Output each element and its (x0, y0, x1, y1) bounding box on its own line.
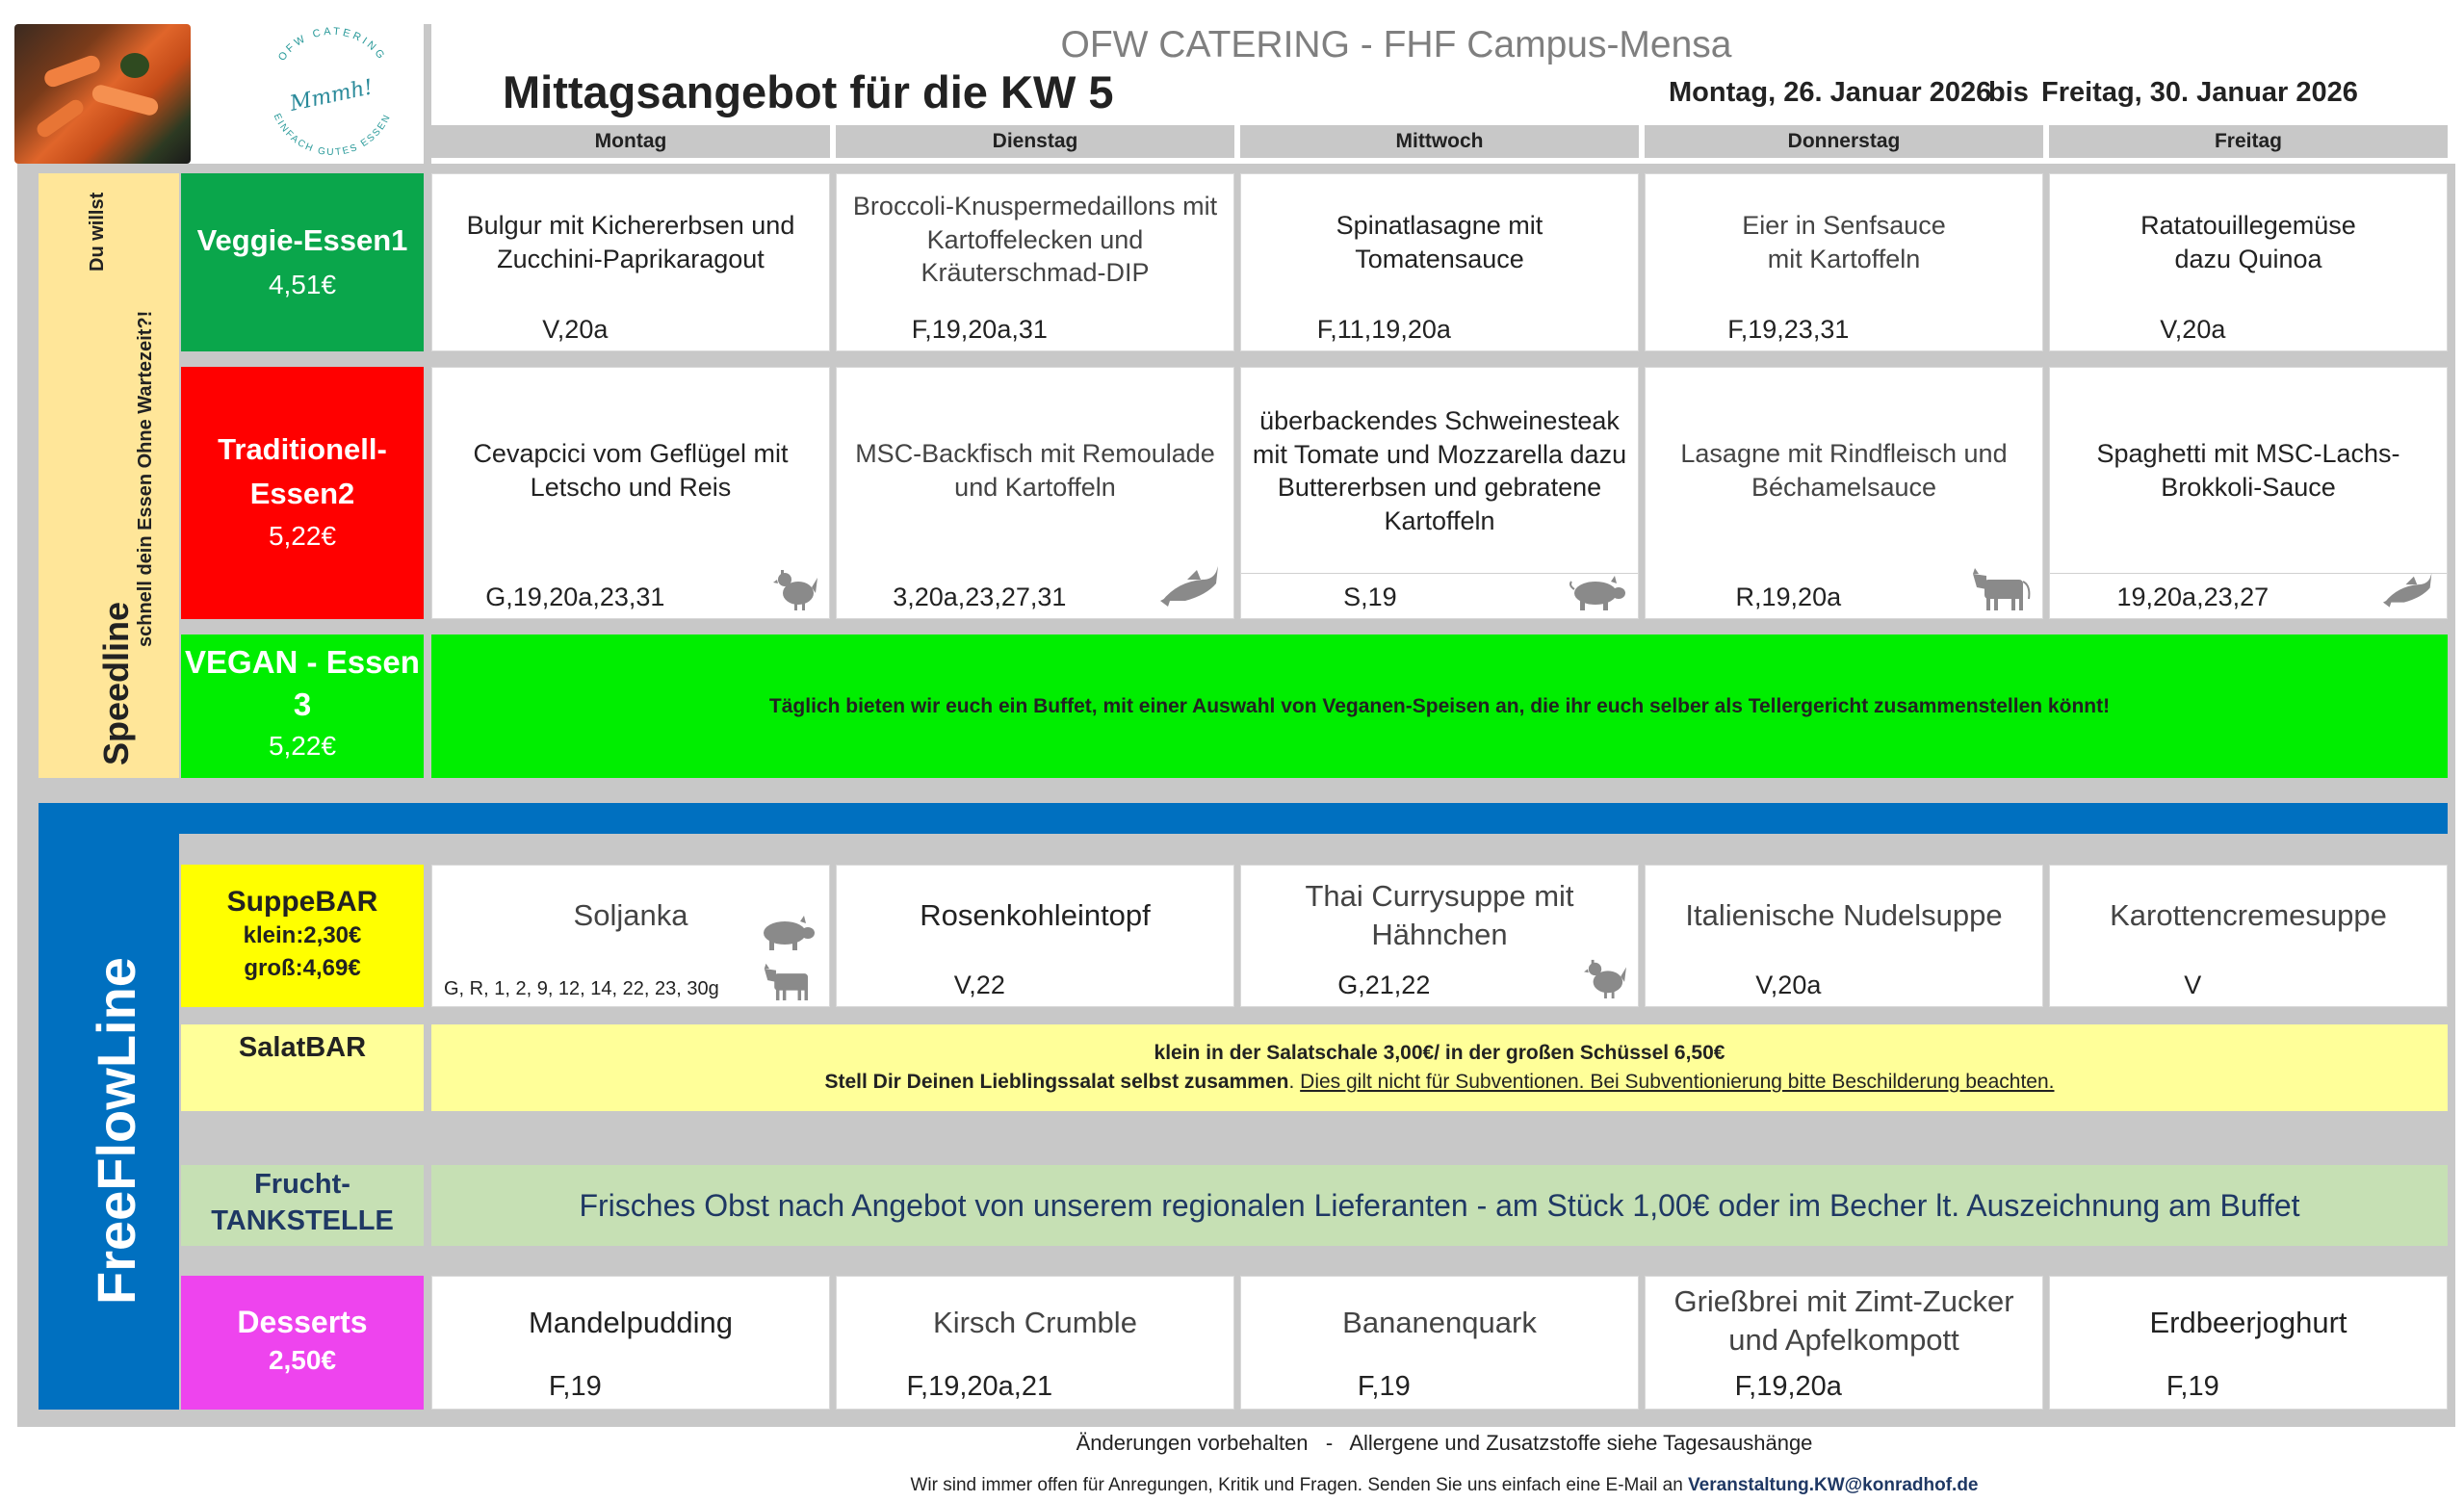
pig-icon (758, 916, 816, 950)
chicken-icon (773, 568, 817, 610)
chicken-icon (1584, 958, 1626, 998)
speedline-tagline-2: schnell dein Essen Ohne Wartezeit?! (135, 310, 156, 647)
cow-icon (1971, 566, 2031, 610)
dish-allergens: F,19 (548, 1371, 602, 1402)
footer-contact-text: Wir sind immer offen für Anregungen, Kritik und Fragen. Senden Sie uns einfach eine E-Mail an (910, 1475, 1689, 1495)
day-header-donnerstag: Donnerstag (1645, 125, 2043, 158)
date-to: Freitag, 30. Januar 2026 (2041, 77, 2358, 108)
dessert-dish-montag (431, 1276, 830, 1410)
company-name: OFW CATERING - FHF Campus-Mensa (1060, 24, 1732, 65)
traditional-dish-dienstag (836, 367, 1234, 619)
dish-name: Lasagne mit Rindfleisch und Béchamelsauce (1680, 439, 2008, 502)
dish-name: Thai Currysuppe mit Hähnchen (1305, 879, 1574, 951)
dish-name: Karottencremesuppe (2110, 898, 2387, 932)
category-traditional (181, 367, 424, 619)
dish-allergens: F,19 (1357, 1371, 1411, 1402)
soup-dish-mittwoch (1240, 865, 1639, 1007)
dish-allergens: F,19,20a,21 (906, 1371, 1053, 1402)
dish-name: Broccoli-Knuspermedaillons mit Kartoffelecken und Kräuterschmad-DIP (852, 192, 1218, 288)
dessert-dish-freitag (2049, 1276, 2448, 1410)
veggie-dish-dienstag (836, 173, 1234, 351)
dish-allergens: 19,20a,23,27 (2116, 583, 2269, 611)
speedline-tagline-1: Du willst (87, 192, 108, 272)
category-soup-name: SuppeBAR (226, 886, 378, 918)
category-vegan (181, 634, 424, 778)
dish-allergens: R,19,20a (1735, 583, 1842, 611)
category-dessert-price: 2,50€ (268, 1345, 337, 1375)
food-photo (14, 24, 191, 164)
freeflow-label: FreeFlowLine (86, 957, 146, 1305)
salad-note-dot: . (1288, 1071, 1295, 1093)
speedline-label: Speedline (96, 601, 136, 765)
soup-dish-donnerstag (1645, 865, 2043, 1007)
category-veggie (181, 173, 424, 351)
fish-icon (1158, 562, 1222, 610)
category-traditional-name-1: Traditionell- (218, 432, 387, 466)
category-fruit-name-1: Frucht- (254, 1169, 350, 1200)
fruit-info: Frisches Obst nach Angebot von unserem regionalen Lieferanten - am Stück 1,00€ oder im Becher lt. Auszeichnung am Buffet (431, 1165, 2448, 1246)
category-soup-price-small: klein:2,30€ (243, 922, 362, 948)
category-vegan-name-1: VEGAN - Essen (185, 644, 420, 680)
dish-allergens: F,19 (2166, 1371, 2219, 1402)
footer-disclaimer: Änderungen vorbehalten - Allergene und Zusatzstoffe siehe Tagesaushänge (1076, 1431, 1813, 1455)
dish-allergens: S,19 (1343, 583, 1397, 611)
traditional-dish-donnerstag (1645, 367, 2043, 619)
dish-name: Spinatlasagne mit Tomatensauce (1336, 211, 1543, 273)
dish-allergens: V,20a (542, 315, 609, 344)
dish-name: Bulgur mit Kichererbsen und Zucchini-Paprikaragout (466, 211, 795, 273)
soup-dish-freitag (2049, 865, 2448, 1007)
dish-name: Soljanka (573, 898, 688, 932)
day-header-freitag: Freitag (2049, 125, 2448, 158)
dish-allergens: F,19,23,31 (1727, 315, 1850, 344)
date-from: Montag, 26. Januar 2026 (1669, 77, 1992, 108)
header-divider (424, 24, 431, 164)
salad-prices: klein in der Salatschale 3,00€/ in der großen Schüssel 6,50€ (1154, 1042, 1725, 1064)
category-traditional-price: 5,22€ (268, 521, 337, 551)
salad-note-bold: Stell Dir Deinen Lieblingssalat selbst zusammen (824, 1071, 1289, 1093)
dish-allergens: V,22 (953, 971, 1005, 999)
dish-name: MSC-Backfisch mit Remoulade und Kartoffeln (855, 439, 1215, 502)
veggie-dish-freitag (2049, 173, 2448, 351)
soup-dish-dienstag (836, 865, 1234, 1007)
category-traditional-name-2: Essen2 (249, 477, 355, 510)
footer-email-link[interactable]: Veranstaltung.KW@konradhof.de (1688, 1475, 1979, 1495)
day-header-montag: Montag (431, 125, 830, 158)
dish-allergens: G, R, 1, 2, 9, 12, 14, 22, 23, 30g (444, 978, 719, 999)
category-salad (181, 1024, 424, 1111)
dessert-dish-donnerstag (1645, 1276, 2043, 1410)
traditional-dish-freitag (2049, 367, 2448, 619)
soup-dish-montag (431, 865, 830, 1007)
dish-name: Italienische Nudelsuppe (1685, 898, 2003, 932)
salad-note-subvention: Dies gilt nicht für Subventionen. Bei Subventionierung bitte Beschilderung beachten. (1300, 1071, 2055, 1093)
dish-allergens: G,21,22 (1337, 971, 1431, 999)
dish-allergens: V,20a (2160, 315, 2226, 344)
veggie-dish-donnerstag (1645, 173, 2043, 351)
dish-name: Grießbrei mit Zimt-Zucker und Apfelkompott (1673, 1284, 2014, 1357)
cow-icon (762, 962, 816, 1000)
traditional-dish-mittwoch (1240, 367, 1639, 619)
dish-name: Mandelpudding (528, 1306, 733, 1339)
category-dessert (181, 1276, 424, 1410)
dish-allergens: V (2184, 971, 2202, 999)
dish-allergens: F,19,20a (1734, 1371, 1842, 1402)
category-veggie-price: 4,51€ (268, 270, 337, 299)
dish-name: Cevapcici vom Geflügel mit Letscho und Reis (473, 439, 789, 502)
svg-text:EINFACH GUTES ESSEN: EINFACH GUTES ESSEN (271, 112, 394, 159)
veggie-dish-montag (431, 173, 830, 351)
category-soup-price-large: groß:4,69€ (244, 955, 361, 981)
footer-contact (481, 1471, 2407, 1500)
dessert-dish-mittwoch (1240, 1276, 1639, 1410)
salad-note (431, 1071, 2448, 1094)
date-separator: bis (1988, 77, 2029, 108)
dish-name: Ratatouillegemüse dazu Quinoa (2140, 211, 2356, 273)
dish-name: Eier in Senfsauce mit Kartoffeln (1742, 211, 1946, 273)
category-soup (181, 865, 424, 1007)
catering-logo (241, 17, 424, 162)
day-header-mittwoch: Mittwoch (1240, 125, 1639, 158)
dish-name: Rosenkohleintopf (920, 898, 1151, 932)
category-dessert-name: Desserts (237, 1305, 368, 1339)
freeflow-header-bar (39, 803, 2448, 834)
svg-text:OFW CATERING: OFW CATERING (275, 25, 389, 64)
dish-name: Kirsch Crumble (933, 1306, 1137, 1339)
veggie-dish-mittwoch (1240, 173, 1639, 351)
dish-allergens: F,11,19,20a (1316, 315, 1451, 344)
dish-name: Erdbeerjoghurt (2149, 1306, 2347, 1339)
salad-info (431, 1024, 2448, 1111)
category-vegan-price: 5,22€ (268, 731, 337, 761)
category-veggie-name: Veggie-Essen1 (196, 223, 408, 257)
dish-allergens: 3,20a,23,27,31 (893, 583, 1067, 611)
dish-name: Bananenquark (1342, 1306, 1537, 1339)
dessert-dish-dienstag (836, 1276, 1234, 1410)
dish-allergens: V,20a (1755, 971, 1822, 999)
page-title: Mittagsangebot für die KW 5 (503, 66, 1114, 117)
fish-icon (2381, 570, 2435, 610)
category-salad-name: SalatBAR (238, 1032, 367, 1063)
traditional-dish-montag (431, 367, 830, 619)
day-header-dienstag: Dienstag (836, 125, 1234, 158)
dish-name: überbackendes Schweinesteak mit Tomate und Mozzarella dazu Buttererbsen und gebratene Kartoffeln (1252, 406, 1627, 535)
category-fruit (181, 1165, 424, 1246)
dish-allergens: G,19,20a,23,31 (485, 583, 665, 611)
svg-text:Mmmh!: Mmmh! (287, 75, 376, 117)
dish-name: Spaghetti mit MSC-Lachs-Brokkoli-Sauce (2096, 439, 2400, 502)
category-vegan-name-2: 3 (293, 686, 312, 722)
category-fruit-name-2: TANKSTELLE (211, 1205, 394, 1236)
vegan-buffet-text: Täglich bieten wir euch ein Buffet, mit einer Auswahl von Veganen-Speisen an, die ihr euch selber als Tellergericht zusammenstellen könnt! (431, 634, 2448, 778)
pig-icon (1569, 576, 1626, 610)
dish-allergens: F,19,20a,31 (911, 315, 1048, 344)
